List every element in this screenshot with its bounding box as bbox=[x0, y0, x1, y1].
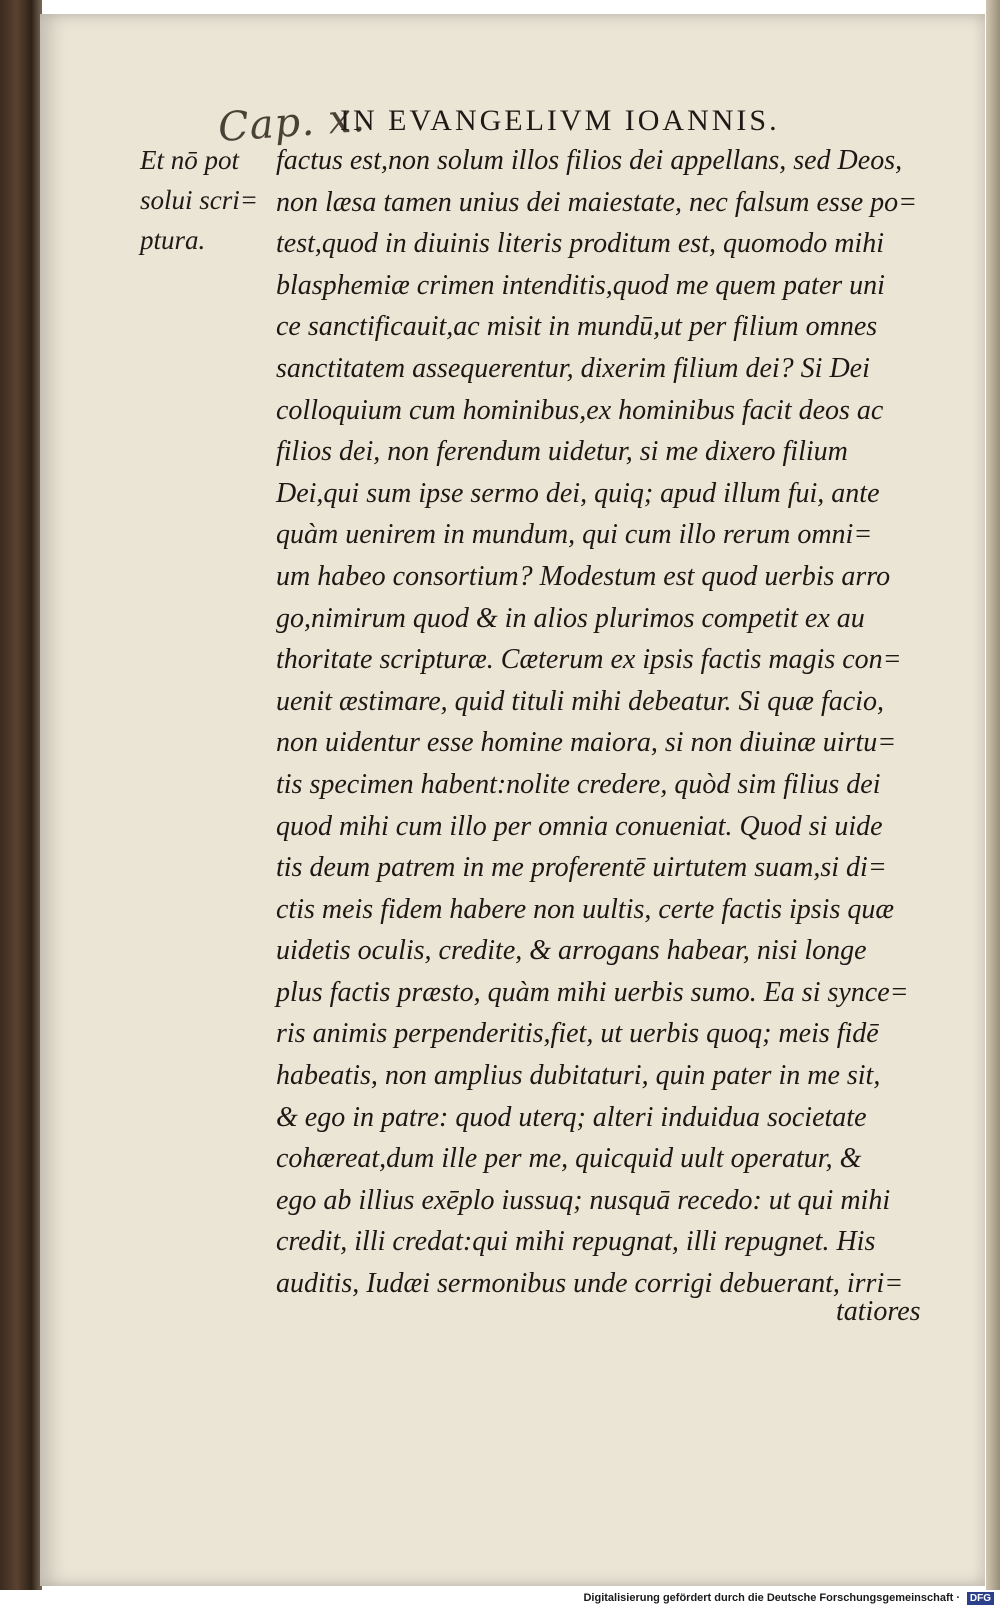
text-line: go,nimirum quod & in alios plurimos competit ex au bbox=[276, 602, 865, 634]
text-line: test,quod in diuinis literis proditum est, quomodo mihi bbox=[276, 228, 884, 260]
text-line: blasphemiæ crimen intenditis,quod me quem pater uni bbox=[276, 269, 885, 301]
margin-note-line: ptura. bbox=[140, 225, 206, 255]
text-line: Dei,qui sum ipse sermo dei, quiq; apud illum fui, ante bbox=[276, 477, 880, 509]
dfg-logo: DFG bbox=[967, 1592, 994, 1605]
text-line: uidetis oculis, credite, & arrogans habear, nisi longe bbox=[276, 935, 867, 967]
catchword: tatiores bbox=[836, 1296, 921, 1327]
margin-note-line: Et nō pot bbox=[140, 145, 239, 175]
text-line: sanctitatem assequerentur, dixerim filium dei? Si Dei bbox=[276, 352, 870, 384]
margin-note bbox=[140, 140, 270, 260]
text-line: auditis, Iudæi sermonibus unde corrigi debuerant, irri= bbox=[276, 1268, 904, 1300]
text-line: tis specimen habent:nolite credere, quòd sim filius dei bbox=[276, 768, 881, 800]
text-line: ce sanctificauit,ac misit in mundū,ut per filium omnes bbox=[276, 311, 878, 343]
text-line: filios dei, non ferendum uidetur, si me dixero filium bbox=[276, 436, 848, 468]
text-line: thoritate scripturæ. Cæterum ex ipsis factis magis con= bbox=[276, 644, 902, 676]
handwritten-chapter-note: Cap. x. bbox=[216, 94, 368, 152]
text-line: quod mihi cum illo per omnia conueniat. Quod si uide bbox=[276, 810, 883, 842]
text-line: um habeo consortium? Modestum est quod uerbis arro bbox=[276, 560, 891, 592]
text-line: ego ab illius exēplo iussuq; nusquā recedo: ut qui mihi bbox=[276, 1184, 891, 1216]
text-line: colloquium cum hominibus,ex hominibus facit deos ac bbox=[276, 394, 884, 426]
text-line: credit, illi credat:qui mihi repugnat, illi repugnet. His bbox=[276, 1226, 876, 1258]
text-line: quàm uenirem in mundum, qui cum illo rerum omni= bbox=[276, 519, 873, 551]
text-line: cohæreat,dum ille per me, quicquid uult operatur, & bbox=[276, 1143, 862, 1175]
page-right-edge bbox=[986, 0, 1000, 1590]
text-line: habeatis, non amplius dubitaturi, quin pater in me sit, bbox=[276, 1060, 881, 1092]
running-head: IN EVANGELIVM IOANNIS. bbox=[340, 104, 780, 137]
text-line: non uidentur esse homine maiora, si non diuinæ uirtu= bbox=[276, 727, 897, 759]
text-line: & ego in patre: quod uterq; alteri induidua societate bbox=[276, 1101, 867, 1133]
body-text bbox=[276, 140, 956, 1305]
text-line: plus factis præsto, quàm mihi uerbis sumo. Ea si synce= bbox=[276, 976, 909, 1008]
text-line: ris animis perpenderitis,fiet, ut uerbis quoq; meis fidē bbox=[276, 1018, 879, 1050]
text-line: ctis meis fidem habere non uultis, certe factis ipsis quæ bbox=[276, 893, 895, 925]
text-line: tis deum patrem in me proferentē uirtutem suam,si di= bbox=[276, 852, 887, 884]
book-spine-edge bbox=[0, 0, 42, 1590]
text-line: non læsa tamen unius dei maiestate, nec falsum esse po= bbox=[276, 186, 918, 218]
margin-note-line: solui scri= bbox=[140, 185, 258, 215]
text-line: factus est,non solum illos filios dei appellans, sed Deos, bbox=[276, 145, 903, 176]
text-line: uenit æstimare, quid tituli mihi debeatur. Si quæ facio, bbox=[276, 685, 884, 717]
funding-credit: Digitalisierung gefördert durch die Deutsche Forschungsgemeinschaft · bbox=[583, 1592, 960, 1604]
